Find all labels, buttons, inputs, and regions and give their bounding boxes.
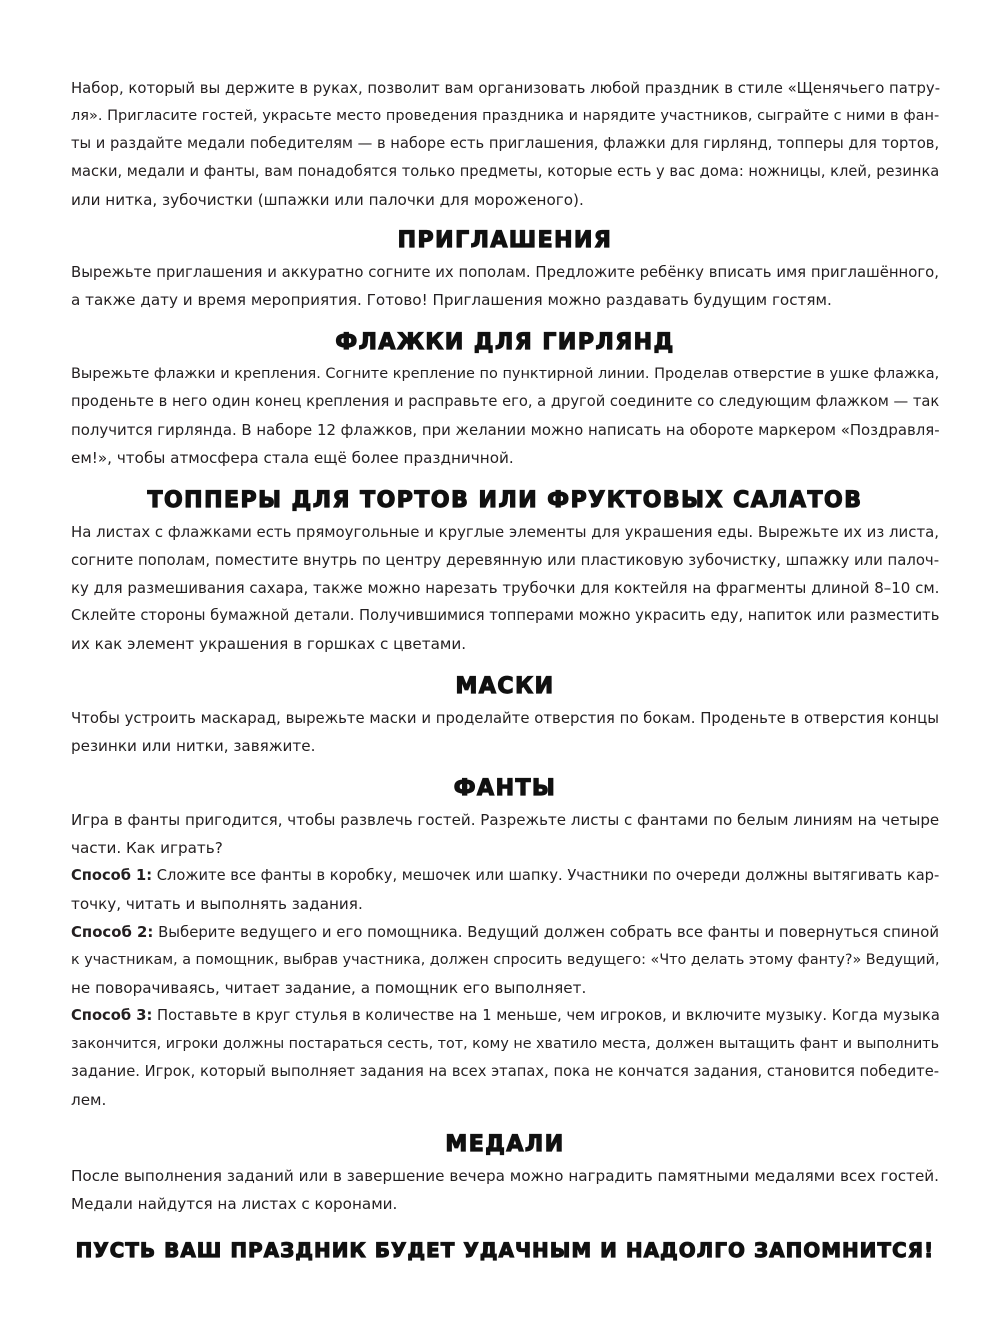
text-line: резинки или нитки, завяжите. <box>71 737 316 755</box>
forfeits-paragraph <box>71 806 939 1114</box>
toppers-heading: ТОППЕРЫ ДЛЯ ТОРТОВ ИЛИ ФРУКТОВЫХ САЛАТОВ <box>147 488 863 513</box>
text-line: точку, читать и выполнять задания. <box>71 895 363 913</box>
text-line: После выполнения заданий или в завершение вечера можно наградить памятными медалями всех гостей. <box>71 1167 939 1185</box>
way1-label: Способ 1: <box>71 867 153 884</box>
text-line: ля». Пригласите гостей, украсьте место проведения праздника и нарядите участников, сыграйте с ними в фан- <box>71 108 940 124</box>
text-line: На листах с флажками есть прямоугольные и круглые элементы для украшения еды. Вырежьте их из листа, <box>71 523 939 541</box>
medals-heading: МЕДАЛИ <box>445 1132 565 1157</box>
toppers-paragraph <box>71 518 939 658</box>
closing-slogan: ПУСТЬ ВАШ ПРАЗДНИК БУДЕТ УДАЧНЫМ И НАДОЛГО ЗАПОМНИТСЯ! <box>75 1239 935 1262</box>
text-line: задание. Игрок, который выполняет задания на всех этапах, пока не кончатся задания, становится победите- <box>71 1063 940 1080</box>
text-line: их как элемент украшения в горшках с цветами. <box>71 635 467 653</box>
text-line: ты и раздайте медали победителям — в наборе есть приглашения, флажки для гирлянд, топперы для тортов, <box>71 135 940 152</box>
way3-text: Поставьте в круг стулья в количестве на 1 меньше, чем игроков, и включите музыку. Когда музыка <box>152 1007 940 1024</box>
flags-paragraph <box>71 360 939 472</box>
text-line: ку для размешивания сахара, также можно нарезать трубочки для коктейля на фрагменты длиной 8–10 см. <box>71 579 940 597</box>
masks-heading: МАСКИ <box>455 674 555 699</box>
text-line: Игра в фанты пригодится, чтобы развлечь гостей. Разрежьте листы с фантами по белым линиям на четыре <box>71 811 940 829</box>
invitations-paragraph <box>71 258 939 314</box>
text-line: не поворачиваясь, читает задание, а помощник его выполняет. <box>71 979 587 997</box>
text-line: проденьте в него один конец крепления и расправьте его, а другой соедините со следующим флажком — так <box>71 393 940 410</box>
text-line: или нитка, зубочистки (шпажки или палочки для мороженого). <box>71 191 584 209</box>
text-line: Чтобы устроить маскарад, вырежьте маски и проделайте отверстия по бокам. Проденьте в отверстия концы <box>71 709 939 727</box>
medals-paragraph <box>71 1162 939 1218</box>
text-line: закончится, игроки должны постараться сесть, тот, кому не хватило места, должен вытащить фант и выполнить <box>71 1036 939 1052</box>
flags-heading: ФЛАЖКИ ДЛЯ ГИРЛЯНД <box>335 330 675 355</box>
text-line: Вырежьте приглашения и аккуратно согните их пополам. Предложите ребёнку вписать имя приглашённого, <box>71 263 939 281</box>
text-line: ем!», чтобы атмосфера стала ещё более праздничной. <box>71 449 514 467</box>
instructions-page <box>71 74 939 1268</box>
text-line: согните пополам, поместите внутрь по центру деревянную или пластиковую зубочистку, шпажку или палоч- <box>71 551 940 569</box>
text-line: а также дату и время мероприятия. Готово! Приглашения можно раздавать будущим гостям. <box>71 291 832 309</box>
invitations-heading: ПРИГЛАШЕНИЯ <box>397 228 613 253</box>
way2-text: Выберите ведущего и его помощника. Ведущий должен собрать все фанты и повернуться спиной <box>153 923 939 941</box>
text-line: Набор, который вы держите в руках, позволит вам организовать любой праздник в стиле «Щенячьего патру- <box>71 79 941 97</box>
text-line: части. Как играть? <box>71 839 223 857</box>
text-line: получится гирлянда. В наборе 12 флажков, при желании можно написать на обороте маркером «Поздравля- <box>71 421 940 439</box>
intro-paragraph <box>71 74 939 214</box>
way3-label: Способ 3: <box>71 1007 153 1024</box>
text-line: лем. <box>71 1091 107 1109</box>
text-line: Медали найдутся на листах с коронами. <box>71 1195 398 1213</box>
text-line: Склейте стороны бумажной детали. Получившимися топперами можно украсить еду, напиток или разместить <box>71 607 940 624</box>
masks-paragraph <box>71 704 939 760</box>
way2-label: Способ 2: <box>71 923 154 941</box>
text-line: к участникам, а помощник, выбрав участника, должен спросить ведущего: «Что делать этому фанту?» Ведущий, <box>71 952 940 968</box>
text-line <box>71 862 939 890</box>
forfeits-heading: ФАНТЫ <box>453 776 557 801</box>
text-line: маски, медали и фанты, вам понадобятся только предметы, которые есть у вас дома: ножницы, клей, резинка <box>71 163 940 180</box>
text-line <box>71 1002 939 1030</box>
way1-text: Сложите все фанты в коробку, мешочек или шапку. Участники по очереди должны вытягивать кар- <box>152 867 940 884</box>
text-line: Вырежьте флажки и крепления. Согните крепление по пунктирной линии. Проделав отверстие в ушке флажка, <box>71 366 940 382</box>
text-line <box>71 918 939 946</box>
